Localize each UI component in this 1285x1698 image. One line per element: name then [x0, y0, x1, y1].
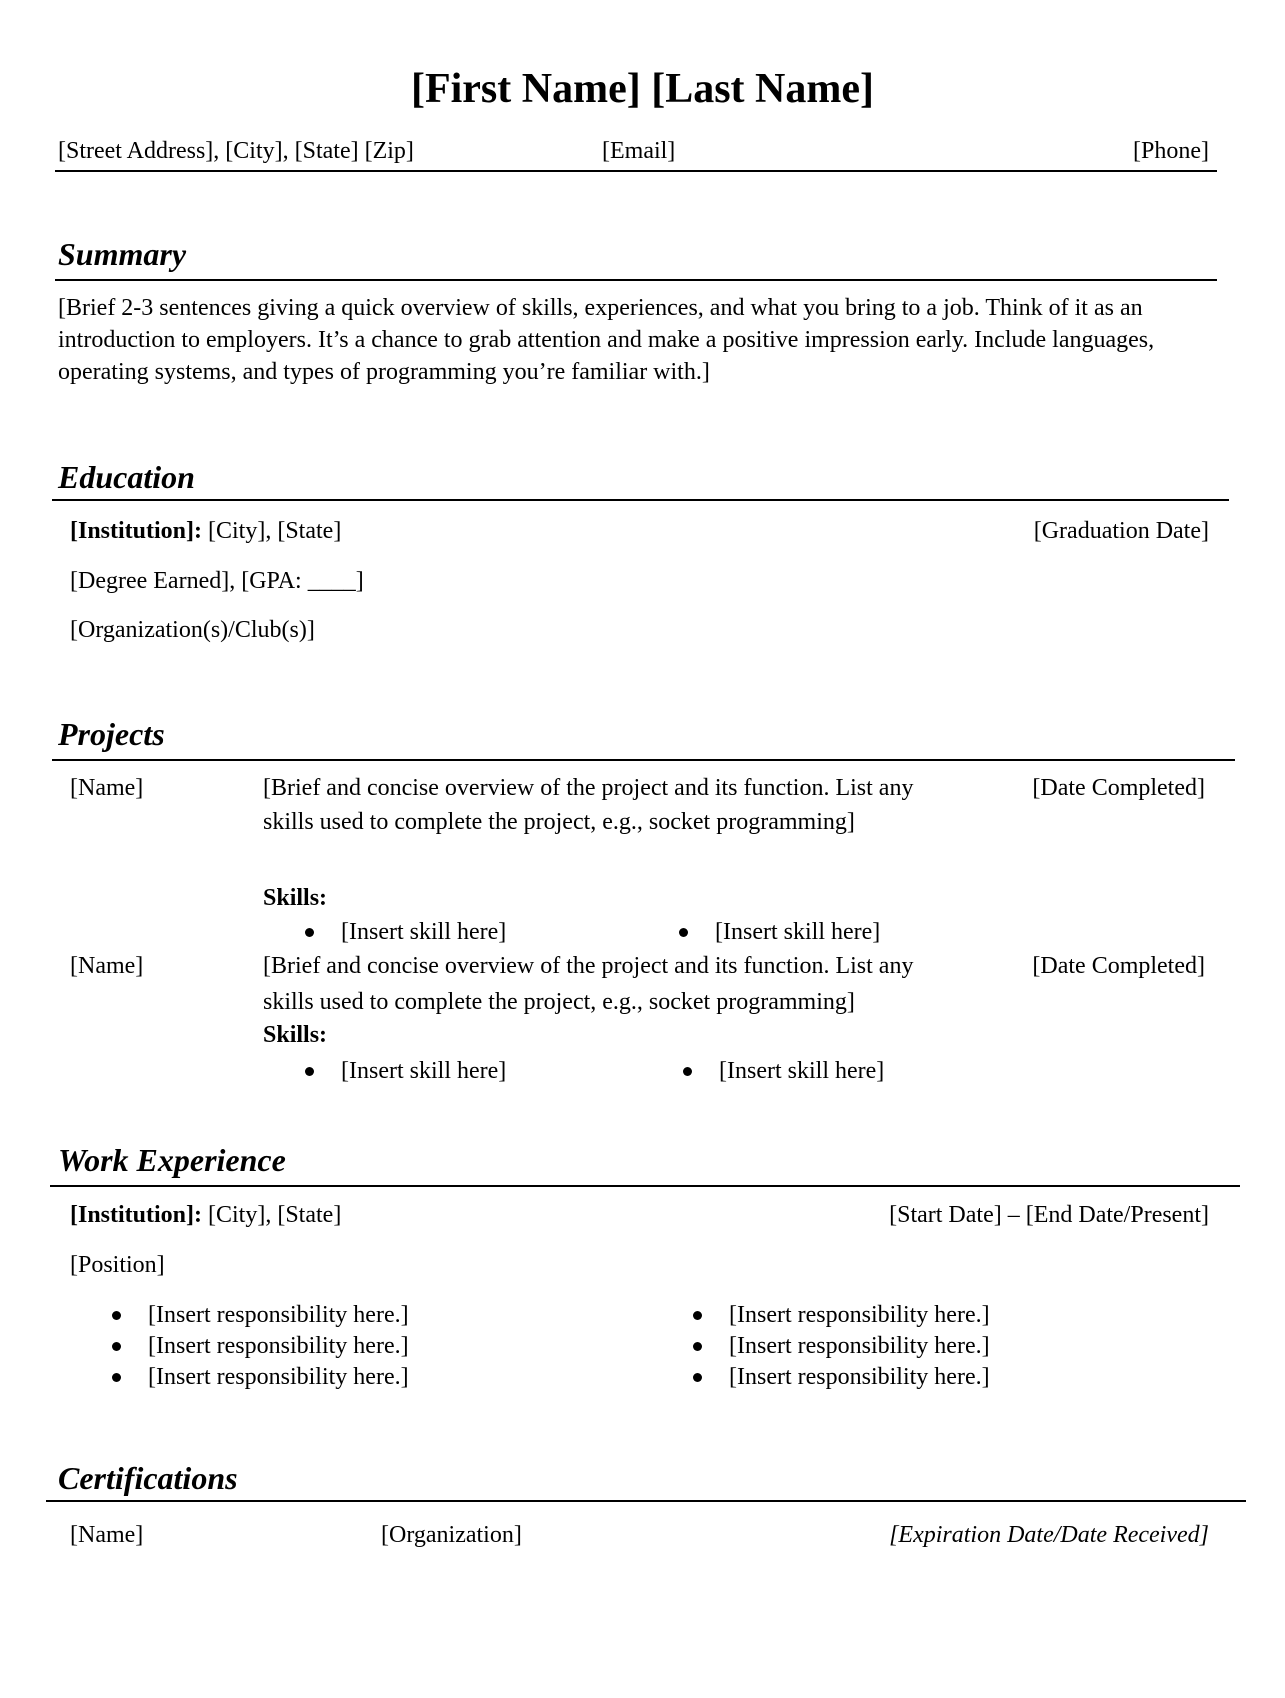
project-2-name: [Name]: [70, 953, 144, 979]
certifications-divider: [46, 1500, 1246, 1502]
bullet-icon: [679, 928, 688, 937]
bullet-icon: [305, 928, 314, 937]
work-dates: [Start Date] – [End Date/Present]: [889, 1202, 1209, 1228]
responsibility-left-3: [Insert responsibility here.]: [148, 1364, 409, 1390]
projects-heading: Projects: [58, 716, 165, 752]
bullet-icon: [683, 1067, 692, 1076]
bullet-icon: [693, 1311, 702, 1320]
project-2-description-line2: skills used to complete the project, e.g., socket programming]: [263, 989, 855, 1015]
header-divider: [55, 170, 1217, 172]
education-location: [City], [State]: [202, 518, 342, 544]
full-name: [First Name] [Last Name]: [410, 66, 874, 112]
projects-divider: [52, 759, 1235, 761]
bullet-icon: [112, 1373, 121, 1382]
project-2-skill-2: [Insert skill here]: [719, 1058, 885, 1084]
work-institution-line: [70, 1200, 341, 1230]
degree-gpa: [Degree Earned], [GPA: ____]: [70, 568, 364, 594]
street-address: [Street Address], [City], [State] [Zip]: [58, 138, 414, 164]
work-location: [City], [State]: [202, 1202, 342, 1228]
certification-organization: [Organization]: [381, 1522, 522, 1548]
summary-text: [Brief 2-3 sentences giving a quick overview of skills, experiences, and what you bring to a job. Think of it as an introduction to employers. It’s a chance to grab attention and make a positive impression early. Include languages, operating systems, and types of programming you’re familiar with.]: [58, 295, 1155, 385]
organizations-clubs: [Organization(s)/Club(s)]: [70, 617, 315, 643]
project-1-skills-label: Skills:: [263, 885, 328, 911]
project-1-name: [Name]: [70, 775, 144, 801]
project-1-description-line2: skills used to complete the project, e.g., socket programming]: [263, 809, 855, 835]
project-1-description-line1: [Brief and concise overview of the project and its function. List any: [263, 775, 914, 801]
certification-name: [Name]: [70, 1522, 144, 1548]
certifications-heading: Certifications: [58, 1460, 238, 1496]
phone: [Phone]: [1133, 138, 1209, 164]
project-2-skill-1: [Insert skill here]: [341, 1058, 507, 1084]
responsibility-left-1: [Insert responsibility here.]: [148, 1302, 409, 1328]
education-institution-line: [70, 516, 341, 546]
project-2-skills-label: Skills:: [263, 1022, 328, 1048]
bullet-icon: [693, 1373, 702, 1382]
responsibility-left-2: [Insert responsibility here.]: [148, 1333, 409, 1359]
work-divider: [50, 1185, 1240, 1187]
work-position: [Position]: [70, 1252, 165, 1278]
certification-date: [Expiration Date/Date Received]: [889, 1522, 1209, 1548]
bullet-icon: [112, 1342, 121, 1351]
education-institution: [Institution]:: [70, 518, 203, 544]
project-1-skill-2: [Insert skill here]: [715, 919, 881, 945]
summary-heading: Summary: [58, 236, 187, 272]
bullet-icon: [112, 1311, 121, 1320]
project-2-date: [Date Completed]: [1032, 953, 1205, 979]
project-1-date: [Date Completed]: [1032, 775, 1205, 801]
work-institution: [Institution]:: [70, 1202, 203, 1228]
summary-divider: [55, 279, 1217, 281]
education-heading: Education: [58, 459, 195, 495]
bullet-icon: [693, 1342, 702, 1351]
work-heading: Work Experience: [58, 1142, 286, 1178]
project-1-skill-1: [Insert skill here]: [341, 919, 507, 945]
graduation-date: [Graduation Date]: [1033, 518, 1209, 544]
bullet-icon: [305, 1067, 314, 1076]
responsibility-right-2: [Insert responsibility here.]: [729, 1333, 990, 1359]
project-2-description-line1: [Brief and concise overview of the project and its function. List any: [263, 953, 914, 979]
email: [Email]: [602, 138, 676, 164]
responsibility-right-1: [Insert responsibility here.]: [729, 1302, 990, 1328]
responsibility-right-3: [Insert responsibility here.]: [729, 1364, 990, 1390]
education-divider: [52, 499, 1229, 501]
